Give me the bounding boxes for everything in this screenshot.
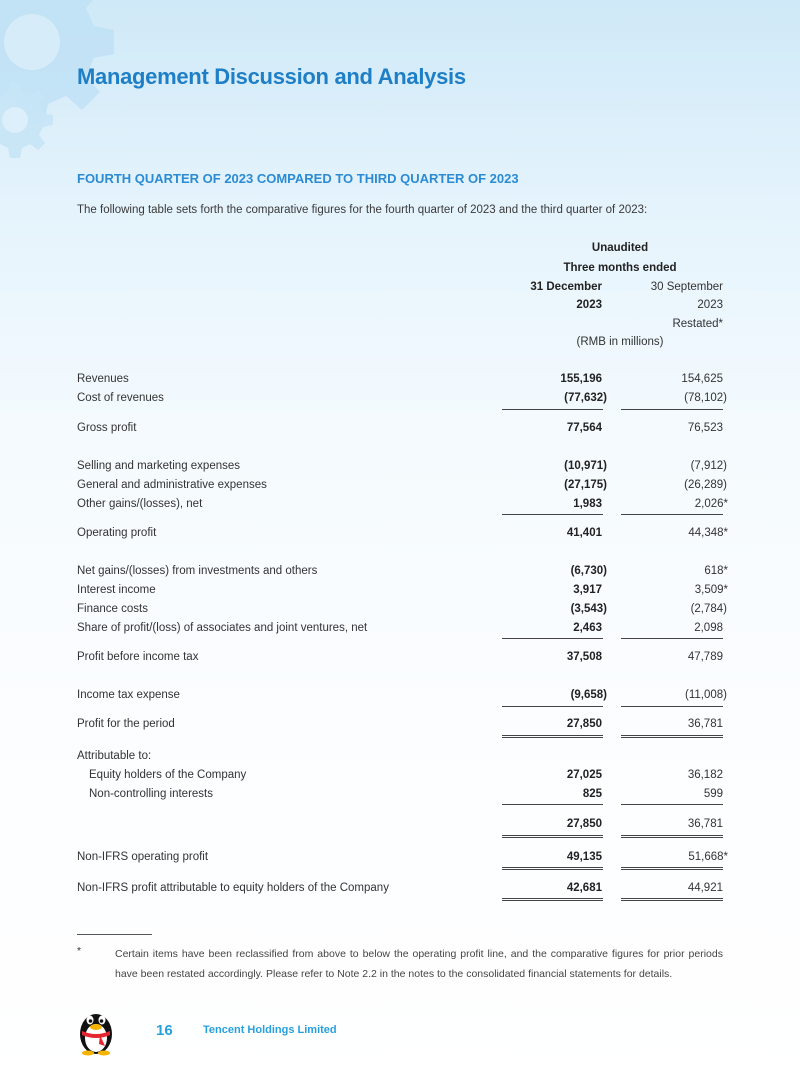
- table-row: [0, 478, 800, 492]
- value-q4: 825: [582, 788, 602, 800]
- value-q4: (10,971): [564, 460, 607, 472]
- value-q3: 618*: [704, 565, 728, 577]
- value-q3: (26,289): [684, 479, 727, 491]
- value-q3: 44,921: [687, 882, 723, 894]
- value-q3: 36,781: [687, 718, 723, 730]
- table-row: [0, 526, 800, 540]
- row-label: Selling and marketing expenses: [77, 460, 241, 472]
- total-double-rule: [621, 835, 723, 838]
- header-col1-date: 31 December: [530, 281, 602, 293]
- table-row: [0, 583, 800, 597]
- value-q4: 42,681: [566, 882, 602, 894]
- row-label: General and administrative expenses: [77, 479, 267, 491]
- row-label: Revenues: [77, 373, 129, 385]
- row-label: Income tax expense: [77, 689, 180, 701]
- table-row: [0, 459, 800, 473]
- value-q3: 3,509*: [694, 584, 728, 596]
- value-q4: 27,850: [566, 818, 602, 830]
- row-label: Interest income: [77, 584, 156, 596]
- table-row: [0, 564, 800, 578]
- row-label: Net gains/(losses) from investments and others: [77, 565, 318, 577]
- header-col2-year: 2023: [697, 299, 723, 311]
- total-double-rule: [621, 898, 723, 901]
- value-q4: (77,632): [564, 392, 607, 404]
- row-label: Finance costs: [77, 603, 148, 615]
- header-col1-year: 2023: [576, 299, 602, 311]
- total-double-rule: [621, 867, 723, 870]
- row-label: Profit for the period: [77, 718, 175, 730]
- value-q3: 2,026*: [694, 498, 728, 510]
- value-q3: 51,668*: [688, 851, 728, 863]
- table-row: [0, 881, 800, 895]
- value-q4: (9,658): [570, 689, 607, 701]
- total-double-rule: [502, 867, 603, 870]
- value-q4: 155,196: [560, 373, 602, 385]
- row-label: Operating profit: [77, 527, 157, 539]
- footnote-mark: *: [77, 945, 82, 957]
- row-label: Cost of revenues: [77, 392, 164, 404]
- subtotal-rule: [502, 409, 603, 410]
- table-row: [0, 421, 800, 435]
- row-label: Non-IFRS profit attributable to equity holders of the Company: [77, 882, 389, 894]
- value-q3: 2,098: [694, 622, 723, 634]
- penguin-mascot-icon: [74, 1004, 118, 1056]
- value-q3: 76,523: [687, 422, 723, 434]
- subtotal-rule: [502, 638, 603, 639]
- value-q4: (3,543): [570, 603, 607, 615]
- table-row: [0, 650, 800, 664]
- header-units: (RMB in millions): [576, 336, 664, 348]
- table-row: [0, 621, 800, 635]
- section-heading: FOURTH QUARTER OF 2023 COMPARED TO THIRD QUARTER OF 2023: [77, 171, 519, 186]
- value-q4: 49,135: [566, 851, 602, 863]
- value-q4: 27,025: [566, 769, 602, 781]
- value-q4: 3,917: [573, 584, 602, 596]
- total-double-rule: [502, 898, 603, 901]
- value-q4: (6,730): [570, 565, 607, 577]
- value-q4: 37,508: [566, 651, 602, 663]
- intro-paragraph: The following table sets forth the comparative figures for the fourth quarter of 2023 and the third quarter of 2023:: [77, 204, 648, 216]
- total-double-rule: [621, 735, 723, 738]
- value-q4: 41,401: [566, 527, 602, 539]
- value-q4: 77,564: [566, 422, 602, 434]
- value-q3: (7,912): [690, 460, 727, 472]
- subtotal-rule: [621, 409, 723, 410]
- value-q3: 44,348*: [688, 527, 728, 539]
- row-label: Non-controlling interests: [89, 788, 214, 800]
- value-q4: 2,463: [573, 622, 602, 634]
- row-label: Attributable to:: [77, 750, 152, 762]
- subtotal-rule: [502, 804, 603, 805]
- header-col2-note: Restated*: [672, 318, 723, 330]
- row-label: Gross profit: [77, 422, 137, 434]
- value-q3: 154,625: [681, 373, 723, 385]
- value-q3: 36,781: [687, 818, 723, 830]
- table-row: [0, 850, 800, 864]
- row-label: Equity holders of the Company: [89, 769, 247, 781]
- subtotal-rule: [502, 514, 603, 515]
- table-row: [0, 717, 800, 731]
- table-row: [0, 497, 800, 511]
- row-label: Profit before income tax: [77, 651, 199, 663]
- value-q3: 36,182: [687, 769, 723, 781]
- value-q3: 47,789: [687, 651, 723, 663]
- table-row: [0, 602, 800, 616]
- header-unaudited: Unaudited: [591, 242, 649, 254]
- footnote-rule: [77, 934, 152, 935]
- subtotal-rule: [621, 804, 723, 805]
- value-q4: 27,850: [566, 718, 602, 730]
- subtotal-rule: [621, 514, 723, 515]
- value-q4: (27,175): [564, 479, 607, 491]
- table-row: [0, 372, 800, 386]
- company-name: Tencent Holdings Limited: [203, 1024, 337, 1036]
- subtotal-rule: [621, 706, 723, 707]
- value-q3: (2,784): [690, 603, 727, 615]
- value-q3: (78,102): [684, 392, 727, 404]
- value-q3: (11,008): [685, 689, 727, 701]
- row-label: Share of profit/(loss) of associates and joint ventures, net: [77, 622, 368, 634]
- page-title: Management Discussion and Analysis: [77, 64, 466, 89]
- subtotal-rule: [621, 638, 723, 639]
- total-double-rule: [502, 735, 603, 738]
- table-row: [0, 817, 800, 831]
- table-row: [0, 787, 800, 801]
- value-q4: 1,983: [573, 498, 602, 510]
- subtotal-rule: [502, 706, 603, 707]
- page-number: 16: [156, 1022, 173, 1039]
- header-col2-date: 30 September: [650, 281, 723, 293]
- row-label: Other gains/(losses), net: [77, 498, 203, 510]
- table-row: [0, 391, 800, 405]
- table-row: [0, 688, 800, 702]
- total-double-rule: [502, 835, 603, 838]
- table-row: [0, 749, 800, 763]
- row-label: Non-IFRS operating profit: [77, 851, 209, 863]
- table-row: [0, 768, 800, 782]
- header-period: Three months ended: [563, 262, 677, 274]
- value-q3: 599: [703, 788, 723, 800]
- footnote-text: Certain items have been reclassified from above to below the operating profit line, and the comparative figures for prior periods have been restated accordingly. Please refer to Note 2.2 in the notes to the consolidated financial statements for details.: [115, 948, 723, 980]
